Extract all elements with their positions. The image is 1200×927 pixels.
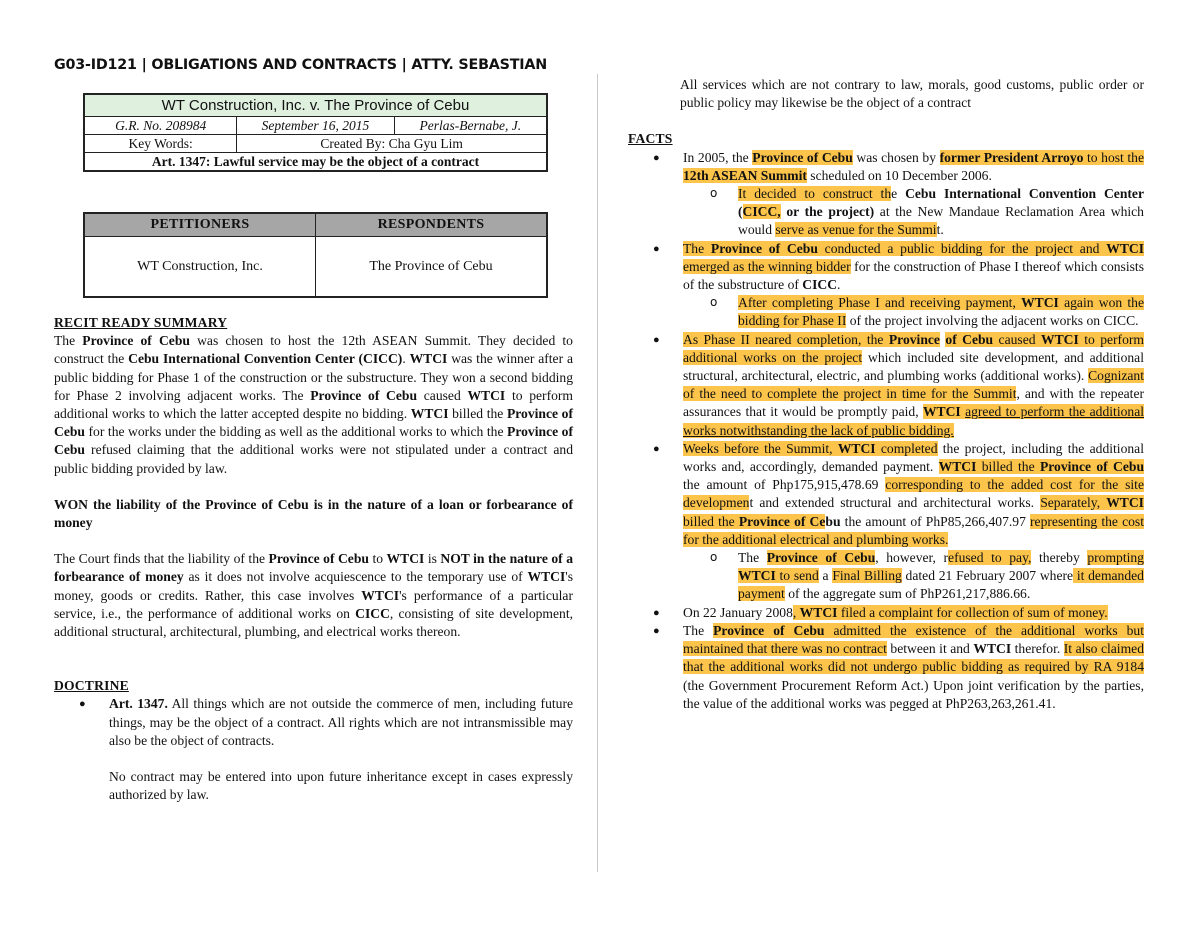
text-run: caused: [417, 387, 468, 403]
text-run: e: [891, 186, 906, 202]
text-run: corresponding to the added cost for the site developmen: [683, 477, 1144, 511]
text-run: to send: [775, 568, 819, 584]
text-run: former President Arroyo: [939, 149, 1084, 165]
text-run: was chosen to host the 12th ASEAN Summit. They decided to construct the: [54, 333, 573, 367]
doctrine-continuation: All services which are not contrary to law, morals, good customs, public order or public policy may likewise be the object of a contract: [680, 77, 1144, 111]
text-run: After completing Phase I and receiving payment,: [738, 295, 1022, 311]
text-run: scheduled on 10 December 2006.: [806, 167, 992, 183]
facts-list: [628, 149, 1144, 713]
text-run: between it and: [886, 641, 974, 657]
text-run: t.: [936, 222, 944, 238]
text-run: , however, r: [875, 550, 949, 566]
text-run: the amount of Php175,915,478.69: [683, 477, 886, 493]
text-run: emerged as the winning bidder: [683, 258, 851, 274]
fact-item: [628, 240, 1144, 331]
text-run: Final Billing: [832, 568, 902, 584]
petitioners-header: PETITIONERS: [84, 213, 316, 237]
text-run: was chosen by: [852, 149, 940, 165]
text-run: WTCI: [409, 351, 448, 367]
fact-item: [628, 604, 1144, 622]
text-run: WTCI: [973, 641, 1012, 657]
text-run: CICC,: [742, 204, 781, 220]
text-run: Separately,: [1040, 495, 1107, 511]
text-run: of the aggregate sum of PhP261,217,886.66.: [784, 586, 1031, 602]
text-run: efused to pay,: [948, 550, 1032, 566]
text-run: dated 21 February 2007 where: [901, 568, 1074, 584]
right-column: [628, 76, 1144, 713]
text-run: WTCI: [1106, 240, 1144, 256]
text-run: WTCI: [1021, 295, 1059, 311]
text-run: 's money, goods or credits. Rather, this case involves: [54, 569, 573, 603]
text-run: WTCI: [410, 406, 449, 422]
text-run: admitted the existence of the additional works but maintained that there was no contract: [683, 622, 1144, 657]
text-run: it demanded payment: [738, 568, 1144, 602]
doctrine-paragraph: No contract may be entered into upon future inheritance except in cases expressly authorized by law.: [109, 769, 573, 803]
doctrine-list: [54, 695, 573, 750]
text-run: Province of Cebu: [752, 149, 853, 165]
text-run: for the construction of Phase I thereof which consists of the substructure of: [683, 258, 1144, 293]
text-run: was the winner after a public bidding for Phase 1 of the construction or the substructure. They won a second bidding for Phase 2 involving adjacent works. The: [54, 351, 574, 403]
text-run: WTCI: [527, 569, 566, 585]
text-run: to host the: [1083, 149, 1144, 165]
text-run: Province of Cebu: [268, 551, 369, 567]
text-run: as it does not involve acquiescence to the temporary use of: [183, 569, 528, 585]
text-run: WTCI: [837, 440, 876, 456]
text-run: WTCI: [922, 404, 961, 420]
page-header: G03-ID121 | OBLIGATIONS AND CONTRACTS | ATTY. SEBASTIAN: [54, 57, 548, 73]
recit-title: RECIT READY SUMMARY: [54, 315, 228, 330]
text-run: of the project involving the adjacent works on CICC.: [846, 313, 1139, 329]
respondent-name: The Province of Cebu: [316, 237, 548, 298]
column-divider: [597, 74, 598, 872]
text-run: 's performance of a particular service, i.e., the performance of additional works on: [54, 587, 573, 621]
text-run: It also claimed that the additional works did not undergo public bidding as required by RA 9184: [683, 641, 1144, 675]
parties-table: [83, 212, 548, 298]
fact-subitem: [683, 549, 1144, 604]
text-run: therefor.: [1011, 641, 1064, 657]
text-run: filed a complaint for collection of sum of money.: [837, 604, 1108, 620]
text-run: Province of Cebu: [1039, 459, 1145, 475]
text-run: In 2005, the: [683, 149, 753, 165]
fact-item: [628, 622, 1144, 713]
facts-title: FACTS: [628, 131, 673, 147]
text-run: Province: [888, 331, 940, 347]
text-run: at the New Mandaue Reclamation Area which would: [738, 204, 1144, 238]
text-run: Province of Cebu: [54, 424, 573, 458]
text-run: for the works under the bidding as well as the additional works to which the: [84, 424, 508, 440]
fact-item: [628, 331, 1144, 440]
text-run: Cebu International Convention Center (CICC): [128, 351, 403, 367]
created-by: Created By: Cha Gyu Lim: [237, 135, 547, 153]
text-run: , consisting of site development, additional structural, architectural, plumbing, and electrical works thereon.: [54, 605, 573, 640]
text-run: WTCI: [361, 587, 400, 603]
text-run: All things which are not outside the commerce of men, including future things, may be the object of a contract. All rights which are not intransmissible may also be the object of contracts.: [109, 696, 574, 748]
text-run: agreed to perform the additional works notwithstanding the lack of public bidding.: [683, 404, 1145, 438]
text-run: thereby: [1031, 550, 1088, 566]
text-run: or the project): [780, 204, 875, 220]
text-run: (the Government Procurement Reform Act.) Upon joint verification by the parties, the value of the additional works was pegged at PhP263,263,261.41.: [683, 677, 1144, 711]
text-run: WTCI: [386, 551, 425, 567]
text-run: the project, including the additional works and, accordingly, demanded payment.: [683, 440, 1144, 475]
text-run: .: [402, 351, 410, 367]
gr-number: G.R. No. 208984: [84, 117, 237, 135]
text-run: The: [738, 550, 767, 566]
text-run: the amount of PhP85,266,407.97: [840, 513, 1031, 529]
text-run: The: [54, 333, 83, 349]
text-run: bu: [825, 513, 841, 529]
text-run: is: [424, 551, 441, 567]
text-run: to perform additional works on the project: [683, 331, 1144, 365]
fact-subitem: [683, 185, 1144, 240]
text-run: Cebu International Convention Center (: [738, 186, 1144, 220]
text-run: WTCI: [799, 604, 838, 620]
fact-item: [628, 149, 1144, 240]
text-run: Province of Ce: [738, 513, 826, 529]
fact-subitem: [683, 294, 1144, 330]
text-run: .: [837, 277, 841, 293]
text-run: billed the: [683, 513, 739, 529]
text-run: WTCI: [467, 387, 506, 403]
text-run: a: [818, 568, 833, 584]
text-run: WTCI: [1106, 495, 1144, 511]
text-run: Cognizant of the need to complete the project in time for the Summit: [683, 368, 1144, 402]
text-run: , and with the repeater assurances that it would be promptly paid,: [683, 386, 1145, 420]
text-run: billed the: [448, 406, 507, 422]
text-run: It decided to construct th: [738, 186, 892, 202]
ruling-paragraph: [54, 550, 573, 641]
text-run: billed the: [976, 459, 1040, 475]
text-run: to perform additional works to which the latter accepted despite no bidding.: [54, 387, 574, 422]
text-run: 12th ASEAN Summit: [683, 167, 807, 183]
text-run: The Court finds that the liability of the: [54, 551, 269, 567]
text-run: Province of Cebu: [310, 387, 418, 403]
fact-sublist: [683, 294, 1144, 330]
text-run: refused claiming that the additional works were not stipulated under a contract and public bidding provided by law.: [54, 442, 573, 476]
text-run: Province of Cebu: [713, 622, 825, 638]
fact-sublist: [683, 549, 1144, 604]
left-column: [54, 314, 573, 804]
text-run: representing the cost for the additional electrical and plumbing works.: [683, 513, 1145, 547]
list-item: [54, 695, 573, 750]
text-run: t and extended structural and architectural works.: [749, 495, 1041, 511]
text-run: ,: [792, 604, 800, 620]
text-run: Province of Cebu: [82, 333, 190, 349]
text-run: Weeks before the Summit,: [683, 440, 838, 456]
text-run: Art. 1347.: [109, 696, 168, 712]
text-run: which included site development, and additional structural, architectural, electric, and plumbing works (additional works).: [683, 349, 1144, 384]
ponente: Perlas-Bernabe, J.: [394, 117, 547, 135]
text-run: caused: [993, 331, 1041, 347]
text-run: Province of Cebu: [54, 406, 573, 440]
case-info-table: [83, 93, 548, 172]
text-run: As Phase II neared completion, the: [683, 331, 889, 347]
article-reference: Art. 1347: Lawful service may be the object of a contract: [84, 153, 547, 172]
text-run: NOT in the nature of a forbearance of money: [54, 551, 573, 585]
fact-item: [628, 440, 1144, 604]
petitioner-name: WT Construction, Inc.: [84, 237, 316, 298]
doctrine-title: DOCTRINE: [54, 678, 129, 694]
text-run: CICC: [802, 277, 838, 293]
text-run: completed: [875, 440, 938, 456]
text-run: WTCI: [738, 568, 776, 584]
text-run: CICC: [355, 605, 390, 621]
text-run: Province of Cebu: [710, 240, 818, 256]
case-title: WT Construction, Inc. v. The Province of Cebu: [84, 94, 547, 117]
text-run: WTCI: [938, 459, 977, 475]
decision-date: September 16, 2015: [237, 117, 394, 135]
text-run: conducted a public bidding for the project and: [817, 240, 1107, 256]
respondents-header: RESPONDENTS: [316, 213, 548, 237]
issue-statement: WON the liability of the Province of Cebu is in the nature of a loan or forbearance of money: [54, 496, 573, 531]
keywords-label: Key Words:: [84, 135, 237, 153]
text-run: to: [368, 551, 387, 567]
fact-sublist: [683, 185, 1144, 240]
text-run: again won the bidding for Phase II: [738, 295, 1144, 329]
text-run: Province of Cebu: [766, 550, 876, 566]
text-run: The: [683, 622, 714, 638]
text-run: WTCI: [1040, 331, 1079, 347]
text-run: The: [683, 240, 711, 256]
text-run: of Cebu: [945, 331, 994, 347]
text-run: On 22 January 2008: [683, 604, 793, 620]
recit-summary: [54, 332, 573, 478]
text-run: prompting: [1087, 550, 1144, 566]
text-run: serve as venue for the Summi: [775, 222, 937, 238]
